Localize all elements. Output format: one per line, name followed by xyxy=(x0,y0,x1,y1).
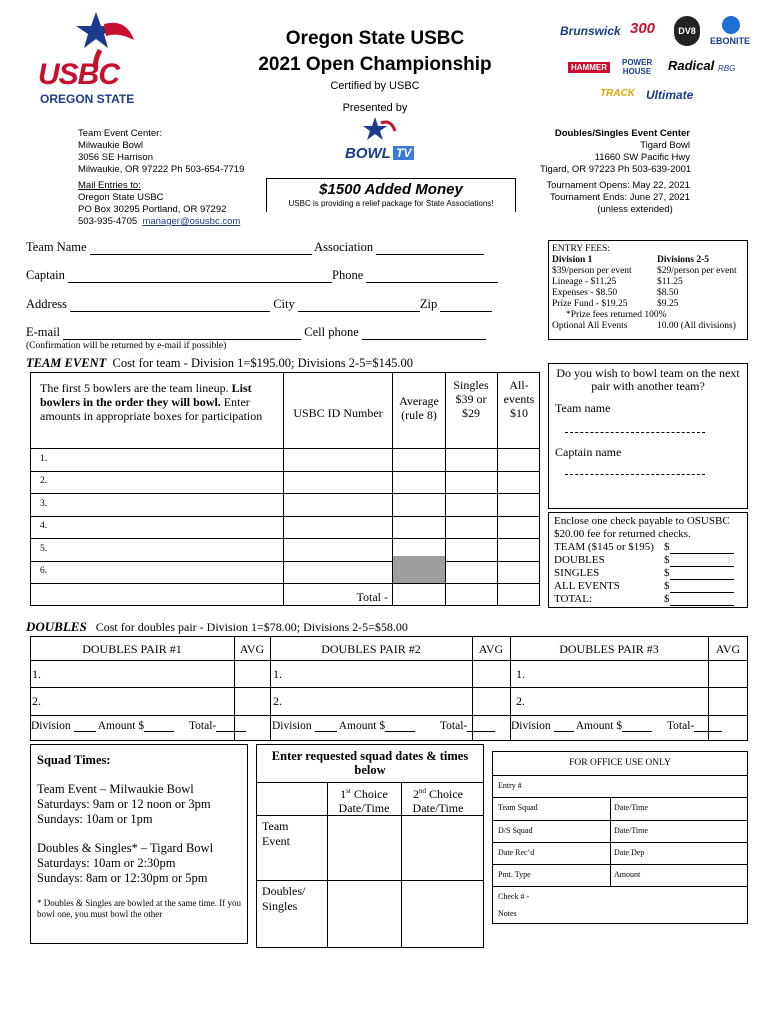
division-label: Division xyxy=(31,720,71,732)
sponsor-brunswick-logo: Brunswick xyxy=(560,24,621,38)
team-table-rule xyxy=(30,538,540,539)
first-choice-text: Choice Date/Time xyxy=(338,787,390,815)
office-label: Date/Time xyxy=(614,826,648,835)
mail-line: Oregon State USBC xyxy=(78,192,164,203)
check-amount-field[interactable] xyxy=(670,554,734,567)
check-amount-field[interactable] xyxy=(670,541,734,554)
total-label: Total- xyxy=(188,720,217,732)
col-average: Average (rule 8) xyxy=(399,394,439,422)
squad-title: Squad Times: xyxy=(37,753,111,767)
requested-squad-title: Enter requested squad dates & times below xyxy=(271,749,469,777)
office-rule xyxy=(492,864,748,865)
amount-field[interactable] xyxy=(385,731,415,732)
doubles-pair-header: DOUBLES PAIR #3 xyxy=(559,642,659,656)
sponsor-300-logo: 300 xyxy=(630,20,656,37)
mail-line xyxy=(78,216,240,228)
division-field[interactable] xyxy=(554,731,574,732)
check-item: TOTAL: xyxy=(554,593,593,605)
first-choice-header xyxy=(329,784,399,815)
check-line2: $20.00 fee for returned checks. xyxy=(554,528,691,540)
fees-cell: Expenses - $8.50 xyxy=(552,288,618,298)
sponsor-ebonite-logo: EBONITE xyxy=(710,36,751,46)
doubles-second-choice-field[interactable] xyxy=(403,882,482,946)
doubles-pair-header: DOUBLES PAIR #2 xyxy=(321,642,421,656)
next-pair-question: Do you wish to bowl team on the next pair with another team? xyxy=(556,366,740,393)
office-label: Entry # xyxy=(498,781,522,790)
office-divider xyxy=(610,797,611,886)
next-pair-box xyxy=(548,363,748,509)
fees-cell: $39/person per event xyxy=(552,266,632,276)
amount-field[interactable] xyxy=(144,731,174,732)
division-label: Division xyxy=(511,720,551,732)
doubles-heading xyxy=(26,619,408,635)
fees-row xyxy=(552,266,744,277)
doubles-pair-header: DOUBLES PAIR #1 xyxy=(82,642,182,656)
cell-label: Cell phone xyxy=(304,325,359,339)
team-table-rule xyxy=(30,493,540,494)
squad-line: Sundays: 10am or 1pm xyxy=(37,812,153,826)
team-instructions-3: Enter amounts in appropriate boxes for participation xyxy=(40,395,263,423)
doubles-footer-2 xyxy=(272,720,495,732)
doubles-row-label: 2. xyxy=(32,694,41,708)
tournament-dates xyxy=(540,180,690,216)
page-title: Oregon State USBC xyxy=(285,28,465,49)
next-pair-captain-label: Captain name xyxy=(555,445,622,459)
doubles-row-label: 2. xyxy=(273,694,282,708)
check-amount-field[interactable] xyxy=(670,567,734,580)
office-label: Amount xyxy=(614,870,641,879)
team-instructions-1: The first 5 bowlers are the team lineup. xyxy=(40,381,229,395)
office-label: Date/Time xyxy=(614,803,648,812)
request-divider xyxy=(401,782,402,948)
office-rule xyxy=(492,886,748,887)
office-rule xyxy=(492,775,748,776)
squad-line: Saturdays: 9am or 12 noon or 3pm xyxy=(37,797,211,811)
city-field[interactable] xyxy=(298,311,420,312)
office-rule xyxy=(492,797,748,798)
request-divider xyxy=(327,782,328,948)
doubles-avg-header: AVG xyxy=(478,642,504,656)
office-label: Notes xyxy=(498,909,517,918)
bowl-tv-logo-text: BOWL xyxy=(345,145,391,162)
fees-cell: $11.25 xyxy=(657,277,683,287)
check-amount-field[interactable] xyxy=(670,593,734,606)
address-field[interactable] xyxy=(70,311,270,312)
total-field[interactable] xyxy=(216,731,246,732)
next-pair-team-label: Team name xyxy=(555,401,611,415)
check-dollar: $ xyxy=(664,580,670,592)
check-amount-field[interactable] xyxy=(670,580,734,593)
doubles-row-label: 2. xyxy=(516,694,525,708)
mail-line: PO Box 30295 Portland, OR 97292 xyxy=(78,204,227,215)
bowl-tv-logo-tv: TV xyxy=(393,146,414,160)
office-label: Check # - xyxy=(498,892,530,901)
office-use-box xyxy=(492,751,748,924)
request-team-label: Team Event xyxy=(262,819,290,848)
prize-note: *Prize fees returned 100% xyxy=(566,310,667,320)
team-center-line: 3056 SE Harrison xyxy=(78,152,153,163)
fees-row xyxy=(552,299,744,310)
check-row xyxy=(554,541,742,554)
sponsor-dv8-logo: DV8 xyxy=(674,16,700,46)
request-doubles-label: Doubles/ Singles xyxy=(262,884,306,913)
certified-text: Certified by USBC xyxy=(330,80,420,92)
doubles-cost: Cost for doubles pair - Division 1=$78.00; Divisions 2-5=$58.00 xyxy=(95,620,408,634)
team-instructions xyxy=(40,381,280,423)
fees-header-row xyxy=(552,255,744,266)
fees-cell: $8.50 xyxy=(657,288,679,298)
captain-field[interactable] xyxy=(68,282,332,283)
office-label: Date Rec’d xyxy=(498,848,535,857)
col-singles: Singles $39 or $29 xyxy=(453,378,489,420)
squad-times-box xyxy=(30,744,248,944)
total-field[interactable] xyxy=(694,731,722,732)
amount-label: Amount $ xyxy=(338,720,386,732)
division-label: Division xyxy=(272,720,312,732)
doubles-footer-3 xyxy=(511,720,722,732)
doubles-title: DOUBLES xyxy=(26,619,87,634)
doubles-center-line: Tigard Bowl xyxy=(640,140,690,151)
fees-row xyxy=(552,277,744,288)
zip-label: Zip xyxy=(419,297,438,311)
check-row xyxy=(554,567,742,580)
request-rule xyxy=(256,782,484,783)
usbc-logo-text: USBC xyxy=(38,58,120,91)
office-title: FOR OFFICE USE ONLY xyxy=(569,758,671,768)
doubles-avg-header: AVG xyxy=(715,642,741,656)
fees-optional-row xyxy=(552,321,744,332)
total-label: Total- xyxy=(439,720,468,732)
check-box xyxy=(548,512,748,608)
relief-text: USBC is providing a relief package for State Associations! xyxy=(288,199,494,208)
office-label: Date Dep xyxy=(614,848,645,857)
doubles-row-label: 1. xyxy=(273,667,282,681)
squad-note: * Doubles & Singles are bowled at the same time. If you bowl one, you must bowl the other xyxy=(37,898,241,919)
email-field[interactable] xyxy=(63,339,301,340)
doubles-first-choice-field[interactable] xyxy=(329,882,399,946)
doubles-avg-header: AVG xyxy=(239,642,265,656)
association-field[interactable] xyxy=(376,254,484,255)
doubles-center-line: 11660 SW Pacific Hwy xyxy=(594,152,690,163)
sponsor-powerhouse-logo: POWER HOUSE xyxy=(622,58,653,76)
captain-label: Captain xyxy=(26,268,65,282)
team-name-row xyxy=(26,240,484,255)
office-label: Team Squad xyxy=(498,803,538,812)
confirmation-note: (Confirmation will be returned by e-mail if possible) xyxy=(26,341,227,351)
second-choice-header xyxy=(403,784,473,815)
next-pair-captain-field[interactable] xyxy=(565,474,705,475)
squad-line: Team Event – Milwaukie Bowl xyxy=(37,782,194,796)
amount-field[interactable] xyxy=(622,731,652,732)
sponsor-ultimate-logo: Ultimate xyxy=(646,88,694,102)
check-row xyxy=(554,554,742,567)
team-center-line: Milwaukie, OR 97222 Ph 503-654-7719 xyxy=(78,164,245,175)
team-table-rule xyxy=(30,448,540,449)
date-line: Tournament Ends: June 27, 2021 xyxy=(550,192,690,203)
check-item: ALL EVENTS xyxy=(554,580,620,592)
fees-optional-val: 10.00 (All divisions) xyxy=(657,321,736,331)
total-field[interactable] xyxy=(467,731,495,732)
doubles-rule xyxy=(30,660,748,661)
team-second-choice-field[interactable] xyxy=(403,817,482,878)
amount-label: Amount $ xyxy=(575,720,623,732)
team-row-label: 1. xyxy=(40,454,48,464)
division-field[interactable] xyxy=(74,731,96,732)
division-field[interactable] xyxy=(315,731,337,732)
date-line: (unless extended) xyxy=(597,204,673,215)
sponsor-rbg-logo: RBG xyxy=(718,64,736,73)
check-dollar: $ xyxy=(664,554,670,566)
doubles-row-label: 1. xyxy=(516,667,525,681)
fees-div2-head: Divisions 2-5 xyxy=(657,255,709,265)
check-row xyxy=(554,580,742,593)
team-row-label: 3. xyxy=(40,499,48,509)
check-item: SINGLES xyxy=(554,567,600,579)
squad-line: Sundays: 8am or 12:30pm or 5pm xyxy=(37,871,208,885)
doubles-rule xyxy=(30,715,748,716)
team-row-label: 2. xyxy=(40,476,48,486)
squad-line: Doubles & Singles* – Tigard Bowl xyxy=(37,841,214,855)
squad-line: Saturdays: 10am or 2:30pm xyxy=(37,856,176,870)
mail-line: Mail Entries to: xyxy=(78,180,141,191)
team-center-line: Team Event Center: xyxy=(78,128,162,139)
second-choice-sup: nd xyxy=(419,787,426,795)
date-line: Tournament Opens: May 22, 2021 xyxy=(546,180,690,191)
second-choice-text: Choice Date/Time xyxy=(412,787,464,815)
bowl-tv-logo xyxy=(343,115,423,167)
fees-div1-head: Division 1 xyxy=(552,255,593,265)
mail-entries xyxy=(78,180,240,228)
city-label: City xyxy=(273,297,295,311)
team-event-center xyxy=(78,128,244,176)
team-name-field[interactable] xyxy=(90,254,312,255)
email-link[interactable]: manager@osusbc.com xyxy=(142,216,241,227)
doubles-row-label: 1. xyxy=(32,667,41,681)
fees-cell: Lineage - $11.25 xyxy=(552,277,617,287)
association-label: Association xyxy=(314,240,374,254)
address-row xyxy=(26,297,492,312)
team-event-heading xyxy=(26,356,413,371)
team-row-label: 4. xyxy=(40,521,48,531)
fees-optional: Optional All Events xyxy=(552,321,628,331)
fees-title: ENTRY FEES: xyxy=(552,244,610,254)
first-choice-sup: st xyxy=(346,787,351,795)
team-table-divider xyxy=(497,372,498,606)
team-row-label: 5. xyxy=(40,544,48,554)
sponsor-hammer-logo: HAMMER xyxy=(568,62,610,73)
fees-cell: $9.25 xyxy=(657,299,679,309)
first-choice-num: 1 xyxy=(340,787,347,801)
oregon-state-logo-text: OREGON STATE xyxy=(40,92,135,106)
office-label: D/S Squad xyxy=(498,826,533,835)
team-event-cost: Cost for team - Division 1=$195.00; Divisions 2-5=$145.00 xyxy=(112,356,414,370)
check-row xyxy=(554,593,742,606)
team-table-rule xyxy=(30,471,540,472)
fees-cell: Prize Fund - $19.25 xyxy=(552,299,628,309)
next-pair-team-field[interactable] xyxy=(565,432,705,433)
check-line1: Enclose one check payable to OSUSBC xyxy=(554,515,730,527)
check-item: DOUBLES xyxy=(554,554,605,566)
team-center-line: Milwaukie Bowl xyxy=(78,140,143,151)
team-instructions-2: List bowlers in the order they will bowl. xyxy=(40,381,252,409)
entry-fees-box xyxy=(548,240,748,340)
added-money: $1500 Added Money xyxy=(319,181,463,198)
address-label: Address xyxy=(26,297,67,311)
amount-label: Amount $ xyxy=(97,720,145,732)
team-row-label: 6. xyxy=(40,566,48,576)
team-table-divider xyxy=(445,372,446,606)
captain-row xyxy=(26,268,498,283)
check-dollar: $ xyxy=(664,541,670,553)
col-all-events: All-events $10 xyxy=(503,378,535,420)
check-item: TEAM ($145 or $195) xyxy=(554,541,654,553)
total-label: Total- xyxy=(666,720,695,732)
doubles-center-line: Doubles/Singles Event Center xyxy=(554,128,690,139)
request-rule xyxy=(256,880,484,881)
team-first-choice-field[interactable] xyxy=(329,817,399,878)
team-table-rule xyxy=(30,516,540,517)
request-rule xyxy=(256,815,484,816)
phone-label: Phone xyxy=(332,268,364,282)
avg-total-cell-shaded xyxy=(393,556,445,583)
zip-field[interactable] xyxy=(440,311,492,312)
team-table-rule xyxy=(30,583,540,584)
office-label: Pmt. Type xyxy=(498,870,531,879)
check-dollar: $ xyxy=(664,567,670,579)
mail-phone: 503-935-4705 xyxy=(78,216,138,227)
fees-cell: $29/person per event xyxy=(657,266,737,276)
email-row xyxy=(26,325,486,340)
page-subtitle: 2021 Open Championship xyxy=(258,54,492,75)
second-choice-num: 2 xyxy=(413,787,419,801)
doubles-footer-1 xyxy=(31,720,246,732)
team-table-rule xyxy=(30,561,540,562)
added-money-banner xyxy=(266,178,516,212)
cell-field[interactable] xyxy=(362,339,486,340)
doubles-rule xyxy=(30,687,748,688)
office-rule xyxy=(492,820,748,821)
phone-field[interactable] xyxy=(366,282,498,283)
check-dollar: $ xyxy=(664,593,670,605)
team-event-title: TEAM EVENT xyxy=(26,356,107,370)
team-name-label: Team Name xyxy=(26,240,87,254)
email-label: E-mail xyxy=(26,325,61,339)
ebonite-icon xyxy=(722,16,740,34)
fees-row xyxy=(552,288,744,299)
doubles-center-line: Tigard, OR 97223 Ph 503-639-2001 xyxy=(540,164,692,175)
office-rule xyxy=(492,842,748,843)
team-total-label: Total - xyxy=(356,590,388,604)
sponsor-track-logo: TRACK xyxy=(600,88,635,99)
presented-text: Presented by xyxy=(342,102,408,114)
doubles-event-center xyxy=(540,128,690,176)
sponsor-radical-logo: Radical xyxy=(668,58,715,73)
col-usbc-id: USBC ID Number xyxy=(293,406,383,420)
